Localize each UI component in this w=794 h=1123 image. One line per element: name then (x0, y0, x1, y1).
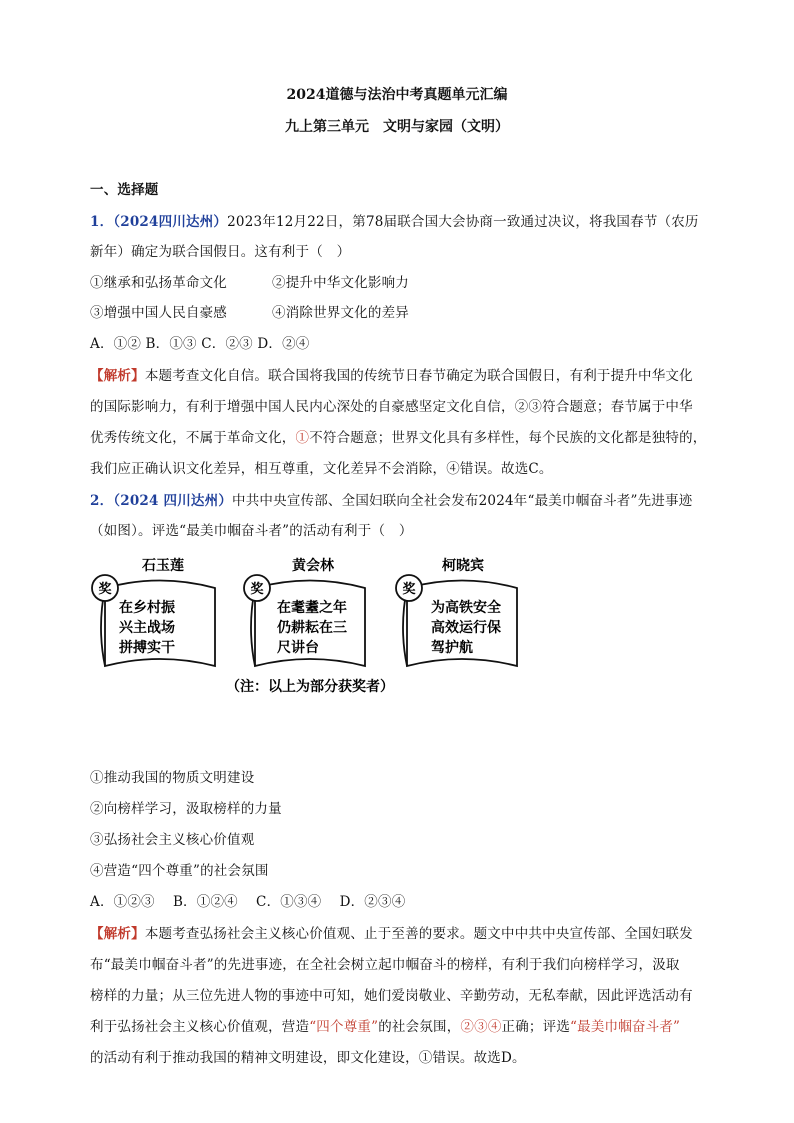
award-line: 在耄耋之年 (277, 600, 347, 616)
award-scroll-3 (396, 557, 517, 666)
q2-analysis-red-quote2: “最美巾帼奋斗者” (570, 1019, 681, 1035)
q2-analysis-text4a: 利于弘扬社会主义核心价值观，营造 (90, 1019, 310, 1035)
q2-stem-line2: （如图）。评选“最美巾帼奋斗者”的活动有利于（ ） (90, 523, 413, 539)
award-scroll-2 (244, 557, 365, 666)
q2-analysis-line2: 布“最美巾帼奋斗者”的先进事迹，在全社会树立起巾帼奋斗的榜样，有利于我们向榜样学习，汲取 (90, 957, 680, 973)
q1-analysis-line1 (90, 364, 693, 384)
q1-number: 1． (90, 214, 114, 230)
q2-analysis-line5: 的活动有利于推动我国的精神文明建设，即文化建设，①错误。故选D。 (90, 1050, 526, 1066)
q2-analysis-line4 (90, 1015, 680, 1035)
q2-option-4: ④营造“四个尊重”的社会氛围 (90, 863, 269, 879)
q1-choices: A．①② B．①③ C．②③ D．②④ (90, 336, 310, 352)
q1-analysis-text1: 本题考查文化自信。联合国将我国的传统节日春节确定为联合国假日，有利于提升中华文化 (144, 368, 693, 384)
award-line: 高效运行保 (431, 620, 501, 636)
q1-analysis-text3b: 不符合题意；世界文化具有多样性，每个民族的文化都是独特的， (309, 430, 707, 446)
q1-stem-text: 2023年12月22日，第78届联合国大会协商一致通过决议，将我国春节（农历 (227, 214, 699, 230)
q1-analysis-line2: 的国际影响力，有利于增强中国人民内心深处的自豪感坚定文化自信，②③符合题意；春节属于中华 (90, 399, 693, 415)
q1-option-1: ①继承和弘扬革命文化 (90, 275, 227, 291)
q1-stem-line2: 新年）确定为联合国假日。这有利于（ ） (90, 244, 351, 260)
q2-analysis-red-markers: ②③④ (460, 1019, 502, 1035)
q2-analysis-text4c: 正确；评选 (501, 1019, 571, 1035)
q2-number: 2． (90, 493, 114, 509)
q2-analysis-text4b: 的社会氛围， (378, 1019, 461, 1035)
section-heading: 一、选择题 (90, 182, 159, 198)
award-line: 尺讲台 (277, 640, 319, 656)
q2-stem-line1 (90, 489, 692, 509)
award-line: 拼搏实干 (119, 640, 175, 656)
q1-stem-line1 (90, 210, 699, 230)
q1-analysis-line3 (90, 426, 707, 446)
q2-analysis-red-quote: “四个尊重” (309, 1019, 379, 1035)
q1-source: （2024四川达州） (113, 214, 228, 230)
q1-option-2: ②提升中华文化影响力 (272, 275, 409, 291)
q2-stem-text: 中共中央宣传部、全国妇联向全社会发布2024年“最美巾帼奋斗者”先进事迹 (232, 493, 693, 509)
q2-analysis-label: 【解析】 (90, 926, 145, 942)
q1-option-3: ③增强中国人民自豪感 (90, 305, 227, 321)
award-name-3: 柯晓宾 (442, 558, 484, 574)
q1-option-4: ④消除世界文化的差异 (272, 305, 409, 321)
q2-source: （2024 四川达州） (113, 493, 233, 509)
q2-choices: A．①②③ B．①②④ C．①③④ D．②③④ (90, 894, 406, 910)
award-line: 驾护航 (431, 640, 473, 656)
figure-note: （注：以上为部分获奖者） (226, 679, 394, 695)
award-name-2: 黄会林 (292, 558, 334, 574)
award-badge-2: 奖 (250, 582, 264, 597)
award-line: 兴主战场 (119, 620, 175, 636)
award-name-1: 石玉莲 (142, 558, 184, 574)
q2-analysis-text1: 本题考查弘扬社会主义核心价值观、止于至善的要求。题文中中共中央宣传部、全国妇联发 (144, 926, 693, 942)
q2-analysis-line3: 榜样的力量；从三位先进人物的事迹中可知，她们爱岗敬业、辛勤劳动，无私奉献，因此评选活动有 (90, 988, 693, 1004)
q2-option-1: ①推动我国的物质文明建设 (90, 770, 255, 786)
q2-option-2: ②向榜样学习，汲取榜样的力量 (90, 801, 282, 817)
q2-analysis-line1 (90, 922, 693, 942)
award-line: 仍耕耘在三 (277, 620, 347, 636)
award-badge-3: 奖 (402, 582, 416, 597)
document-title: 2024道德与法治中考真题单元汇编 (286, 87, 508, 103)
q1-analysis-label: 【解析】 (90, 368, 145, 384)
award-line: 在乡村振 (119, 600, 175, 616)
q2-option-3: ③弘扬社会主义核心价值观 (90, 832, 255, 848)
award-scroll-1 (92, 557, 215, 666)
award-badge-1: 奖 (98, 582, 112, 597)
q1-analysis-red-marker: ① (295, 430, 310, 446)
award-figure (85, 548, 535, 708)
q1-analysis-line4: 我们应正确认识文化差异，相互尊重，文化差异不会消除，④错误。故选C。 (90, 461, 553, 477)
q1-analysis-text3a: 优秀传统文化，不属于革命文化， (90, 430, 296, 446)
document-subtitle: 九上第三单元 文明与家园（文明） (285, 119, 509, 135)
award-line: 为高铁安全 (431, 600, 501, 616)
